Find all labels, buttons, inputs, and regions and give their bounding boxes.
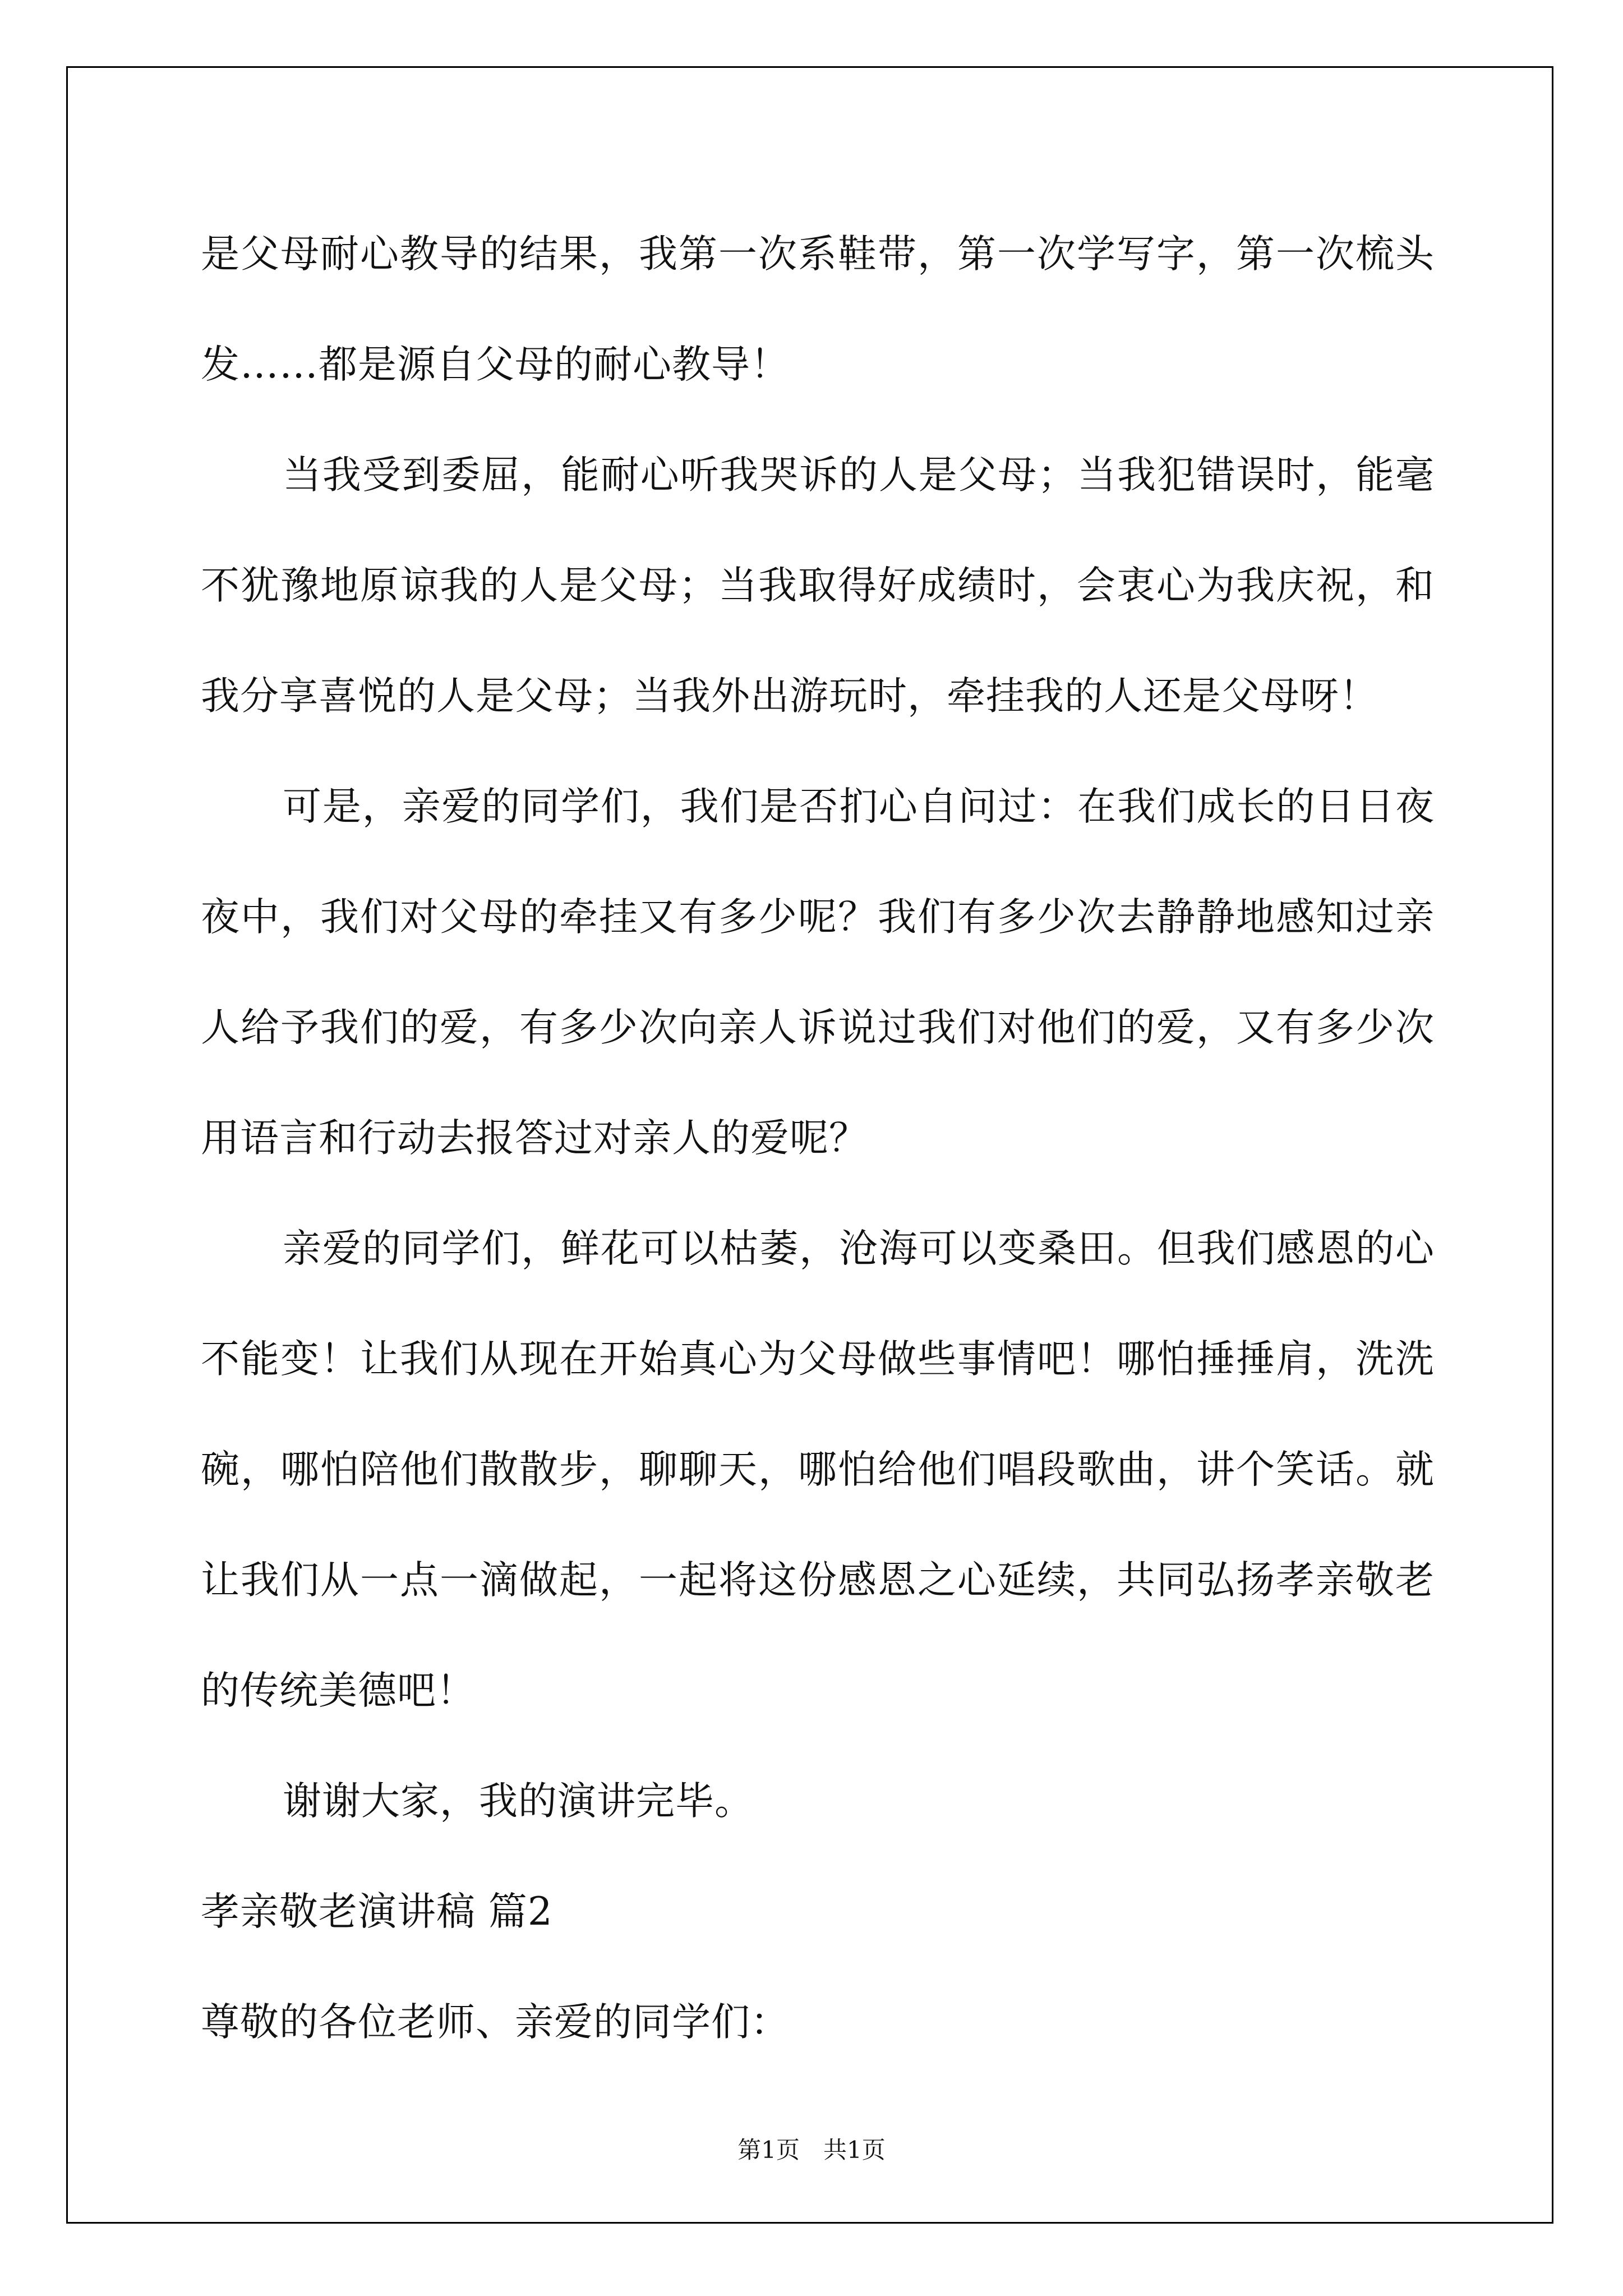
paragraph-2: 当我受到委屈，能耐心听我哭诉的人是父母；当我犯错误时，能毫不犹豫地原谅我的人是父母；当我取得好成绩时，会衷心为我庆祝，和我分享喜悦的人是父母；当我外出游玩时，牵挂我的人还是父母呀！ [201,453,1435,719]
paragraph-5: 谢谢大家，我的演讲完毕。 [283,1779,754,1824]
section-heading: 孝亲敬老演讲稿 篇2 [201,1889,553,1934]
document-body [201,199,1435,2078]
page-number: 第1页 共1页 [737,2136,886,2164]
paragraph-4: 亲爱的同学们，鲜花可以枯萎，沧海可以变桑田。但我们感恩的心不能变！让我们从现在开始真心为父母做些事情吧！哪怕捶捶肩，洗洗碗，哪怕陪他们散散步，聊聊天，哪怕给他们唱段歌曲，讲个笑话。就让我们从一点一滴做起，一起将这份感恩之心延续，共同弘扬孝亲敬老的传统美德吧！ [201,1226,1435,1713]
paragraph-1: 是父母耐心教导的结果，我第一次系鞋带，第一次学写字，第一次梳头发……都是源自父母的耐心教导！ [201,232,1435,387]
paragraph-3: 可是，亲爱的同学们，我们是否扪心自问过：在我们成长的日日夜夜中，我们对父母的牵挂又有多少呢？我们有多少次去静静地感知过亲人给予我们的爱，有多少次向亲人诉说过我们对他们的爱，又有多少次用语言和行动去报答过对亲人的爱呢？ [201,784,1435,1161]
salutation: 尊敬的各位老师、亲爱的同学们： [201,2000,790,2045]
